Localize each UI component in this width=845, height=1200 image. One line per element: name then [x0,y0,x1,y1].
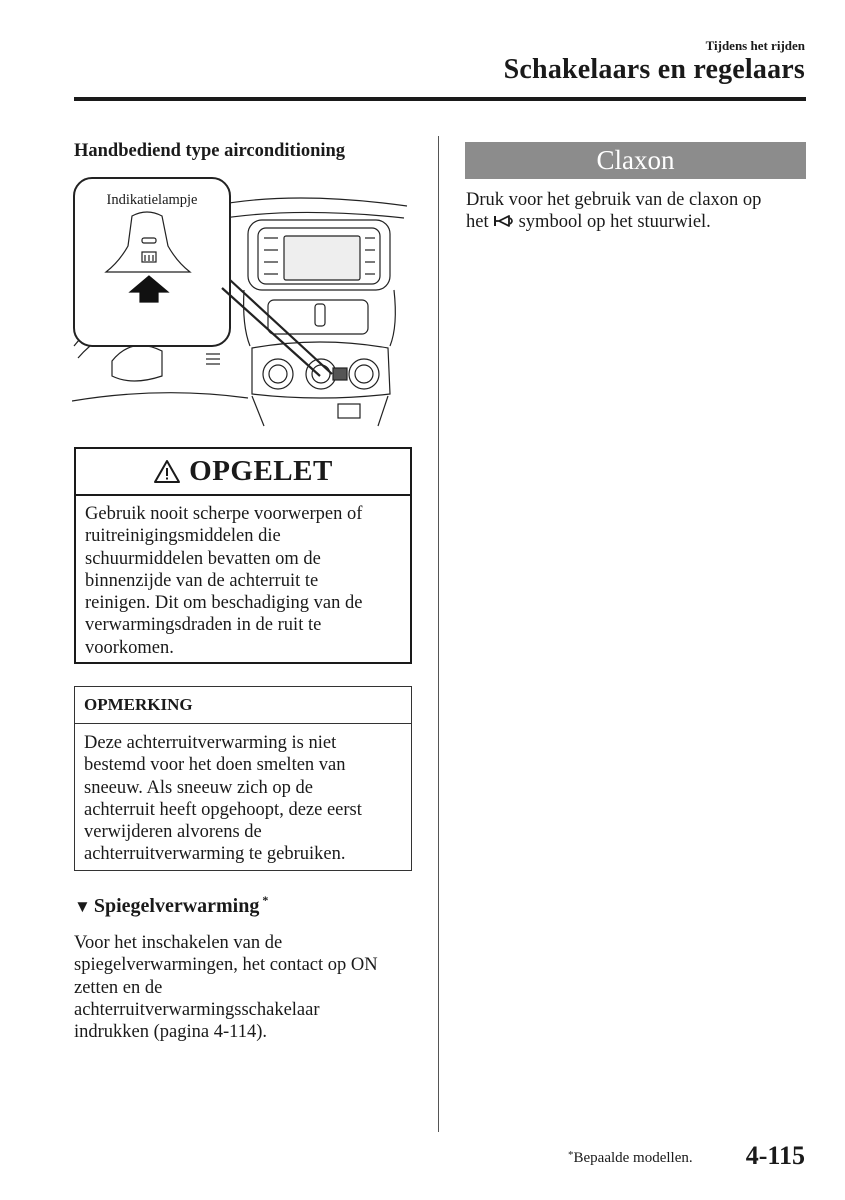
claxon-line-2 [466,211,806,233]
warning-triangle-icon [153,459,181,484]
footnote-star: * [568,1149,574,1161]
section-heading-mirror-heating [74,895,268,918]
footnote [568,1149,693,1167]
header-rule [74,97,806,101]
section-line: Voor het inschakelen van de [74,933,283,953]
caution-header [76,449,410,496]
note-line: achterruitverwarming te gebruiken. [84,844,346,865]
claxon-line-1: Druk voor het gebruik van de claxon op [466,190,762,210]
section-marker: ▼ [74,897,91,916]
note-line: bestemd voor het doen smelten van [84,755,346,776]
page-number: 4-115 [745,1141,805,1170]
caution-line: Gebruik nooit scherpe voorwerpen of [85,504,363,524]
section-line: spiegelverwarmingen, het contact op ON [74,955,378,976]
note-line: Deze achterruitverwarming is niet [84,733,337,753]
note-box [74,686,412,871]
note-text [75,724,411,866]
horn-icon [493,213,515,229]
page-title: Schakelaars en regelaars [503,54,805,85]
note-line: sneeuw. Als sneeuw zich op de [84,777,313,798]
caution-title: OPGELET [189,455,333,487]
running-header-subtitle: Tijdens het rijden [705,38,805,53]
optional-star: * [262,893,269,907]
caution-line: voorkomen. [85,637,174,658]
footnote-text: Bepaalde modellen. [573,1150,693,1166]
section-text [74,932,414,1043]
caution-text [76,496,410,659]
dashboard-illustration [72,176,412,428]
note-title: OPMERKING [75,687,411,724]
claxon-heading: Claxon [465,142,806,179]
caution-line: schuurmiddelen bevatten om de [85,548,321,569]
caution-box [74,447,412,664]
section-line: indrukken (pagina 4-114). [74,1022,267,1043]
note-line: verwijderen alvorens de [84,822,262,843]
section-line: zetten en de [74,977,163,998]
caution-line: binnenzijde van de achterruit te [85,570,319,591]
callout-label: Indikatielampje [106,192,198,208]
column-divider [438,136,439,1132]
caution-line: verwarmingsdraden in de ruit te [85,615,322,636]
subheading-manual-airco: Handbediend type airconditioning [74,141,346,161]
claxon-line-2-start: het [466,212,489,233]
caution-line: ruitreinigingsmiddelen die [85,526,281,547]
section-title: Spiegelverwarming [93,895,260,917]
caution-line: reinigen. Dit om beschadiging van de [85,593,363,614]
claxon-line-2-end: symbool op het stuurwiel. [518,212,711,233]
claxon-text [466,189,806,234]
section-line: achterruitverwarmingsschakelaar [74,999,320,1020]
note-line: achterruit heeft opgehoopt, deze eerst [84,799,362,820]
